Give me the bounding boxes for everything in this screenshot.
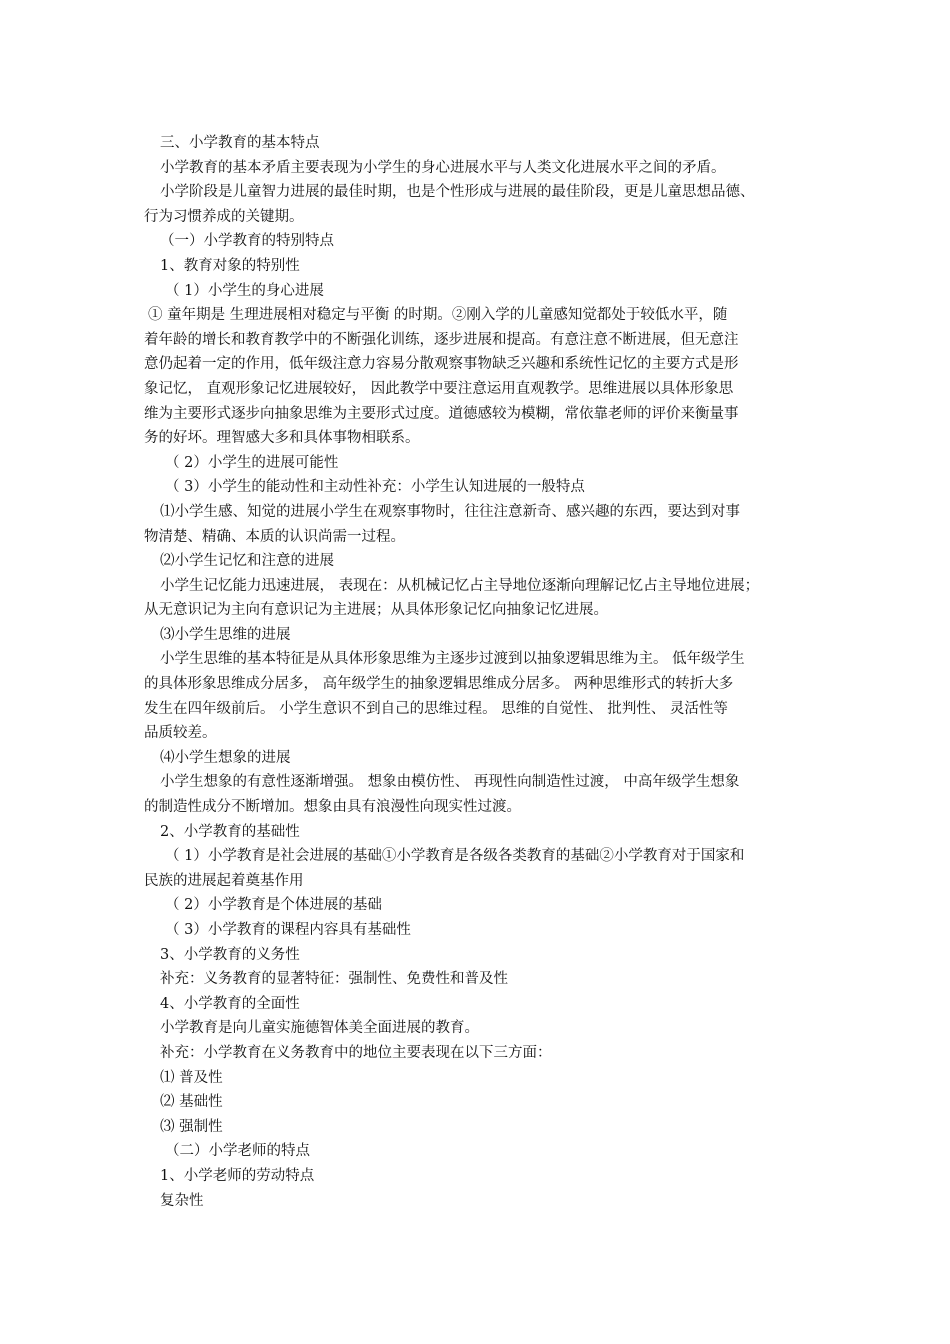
paragraph-continuation: 品质较差。 (144, 725, 217, 742)
item-heading: 1、教育对象的特别性 (160, 257, 300, 274)
paragraph-continuation: 意仍起着一定的作用，低年级注意力容易分散观察事物缺乏兴趣和系统性记忆的主要方式是形 (144, 356, 739, 373)
paragraph: ⑴小学生感、知觉的进展小学生在观察事物时，往往注意新奇、感兴趣的东西，要达到对事 (160, 503, 740, 520)
list-item: ⑴ 普及性 (160, 1069, 223, 1086)
subsection-heading: （二）小学老师的特点 (165, 1143, 310, 1160)
supplement-note: 补充：义务教育的显著特征：强制性、免费性和普及性 (160, 971, 508, 988)
paragraph-continuation: 的具体形象思维成分居多， 高年级学生的抽象逻辑思维成分居多。 两种思维形式的转折大多 (144, 676, 734, 693)
paragraph-continuation: 着年龄的增长和教育教学中的不断强化训练，逐步进展和提高。有意注意不断进展，但无意注 (144, 331, 739, 348)
item-subheading: （ 2）小学教育是个体进展的基础 (165, 897, 382, 914)
paragraph: 小学阶段是儿童智力进展的最佳时期，也是个性形成与进展的最佳阶段，更是儿童思想品德、 (160, 184, 755, 201)
paragraph: ① 童年期是 生理进展相对稳定与平衡 的时期。②刚入学的儿童感知觉都处于较低水平，随 (148, 307, 728, 324)
paragraph-continuation: 民族的进展起着奠基作用 (144, 872, 304, 889)
item-heading: 2、小学教育的基础性 (160, 823, 300, 840)
point-heading: ⑷小学生想象的进展 (160, 749, 291, 766)
item-subheading: （ 1）小学生的身心进展 (165, 282, 324, 299)
subsection-heading: （一）小学教育的特别特点 (160, 233, 334, 250)
item-subheading: （ 2）小学生的进展可能性 (165, 454, 339, 471)
paragraph-continuation: 的制造性成分不断增加。想象由具有浪漫性向现实性过渡。 (144, 799, 521, 816)
paragraph: 小学生思维的基本特征是从具体形象思维为主逐步过渡到以抽象逻辑思维为主。 低年级学生 (160, 651, 745, 668)
point-heading: ⑵小学生记忆和注意的进展 (160, 553, 334, 570)
item-heading: 4、小学教育的全面性 (160, 995, 300, 1012)
list-item: ⑶ 强制性 (160, 1118, 223, 1135)
item-subheading: （ 3）小学教育的课程内容具有基础性 (165, 922, 411, 938)
paragraph-continuation: 象记忆， 直观形象记忆进展较好， 因此教学中要注意运用直观教学。思维进展以具体形象思 (144, 380, 734, 397)
paragraph-continuation: 发生在四年级前后。 小学生意识不到自己的思维过程。 思维的自觉性、 批判性、 灵活性等 (144, 700, 728, 717)
item-heading: 1、小学老师的劳动特点 (160, 1167, 315, 1184)
point-heading: ⑶小学生思维的进展 (160, 626, 291, 643)
item-subheading: （ 1）小学教育是社会进展的基础①小学教育是各级各类教育的基础②小学教育对于国家和 (165, 848, 745, 865)
paragraph: 小学教育是向儿童实施德智体美全面进展的教育。 (160, 1020, 479, 1037)
list-item: ⑵ 基础性 (160, 1094, 223, 1111)
section-heading: 三、小学教育的基本特点 (160, 135, 320, 151)
paragraph-continuation: 行为习惯养成的关键期。 (144, 208, 304, 225)
supplement-note: 补充：小学教育在义务教育中的地位主要表现在以下三方面： (160, 1044, 552, 1061)
paragraph-continuation: 物清楚、精确、本质的认识尚需一过程。 (144, 528, 405, 545)
paragraph-continuation: 从无意识记为主向有意识记为主进展；从具体形象记忆向抽象记忆进展。 (144, 602, 608, 619)
paragraph-continuation: 务的好坏。理智感大多和具体事物相联系。 (144, 430, 420, 447)
document-body (144, 131, 816, 1213)
paragraph: 小学生想象的有意性逐渐增强。 想象由模仿性、 再现性向制造性过渡， 中高年级学生想象 (160, 774, 740, 791)
paragraph-continuation: 维为主要形式逐步向抽象思维为主要形式过度。道德感较为模糊，常依靠老师的评价来衡量事 (144, 405, 739, 422)
paragraph: 小学生记忆能力迅速进展， 表现在：从机械记忆占主导地位逐渐向理解记忆占主导地位进展； (160, 577, 760, 594)
item-heading: 3、小学教育的义务性 (160, 946, 300, 963)
item-subheading: （ 3）小学生的能动性和主动性补充：小学生认知进展的一般特点 (165, 479, 585, 496)
paragraph: 复杂性 (160, 1192, 204, 1209)
paragraph: 小学教育的基本矛盾主要表现为小学生的身心进展水平与人类文化进展水平之间的矛盾。 (160, 159, 726, 176)
